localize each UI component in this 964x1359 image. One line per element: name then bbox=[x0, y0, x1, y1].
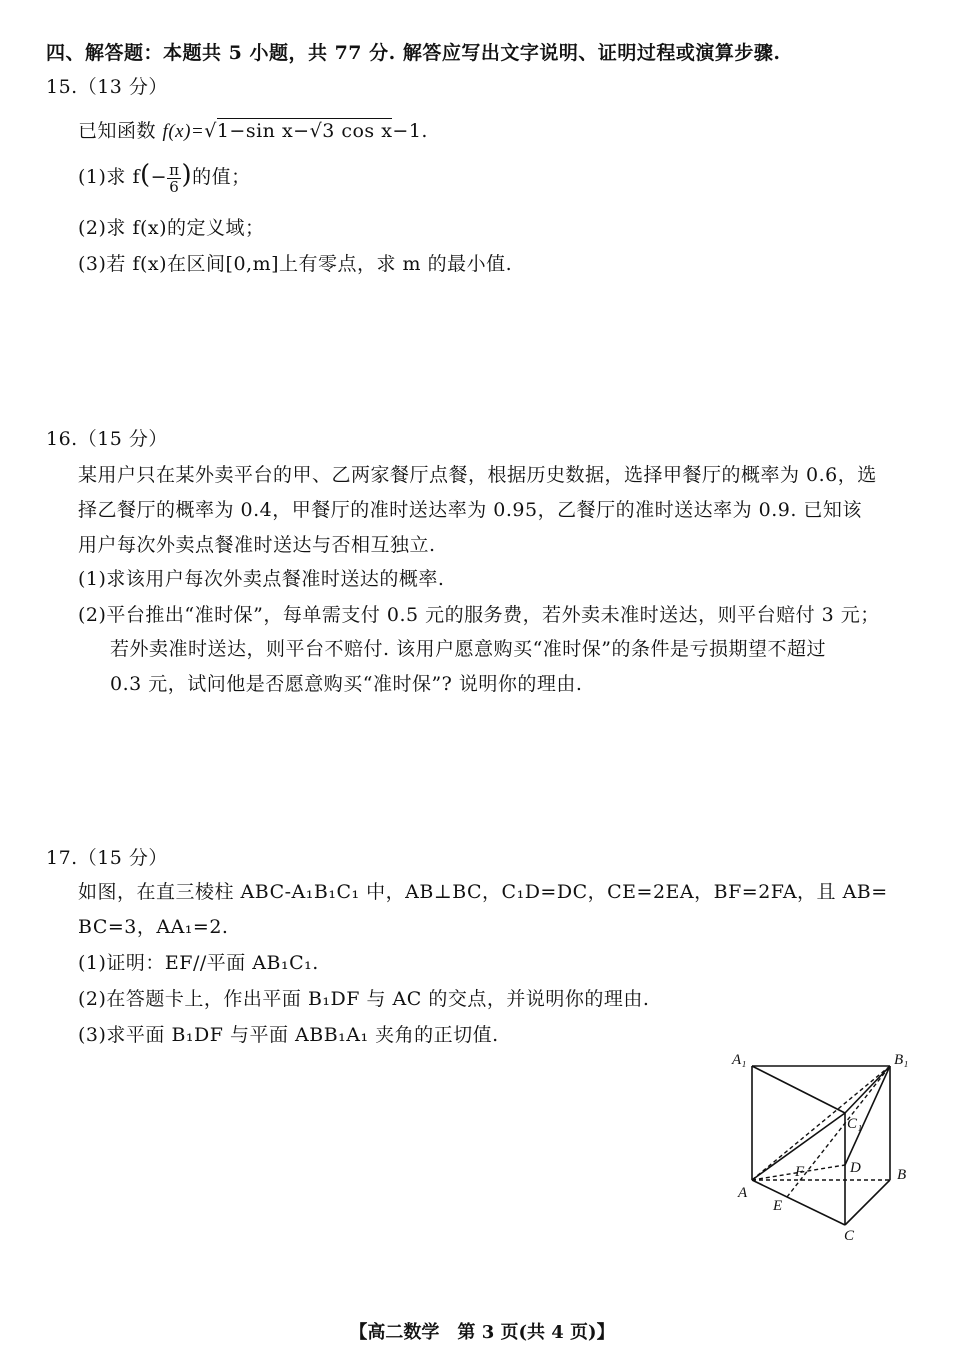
label-c: C bbox=[844, 1228, 855, 1244]
q15-part2: (2)求 f(x)的定义域； bbox=[78, 217, 265, 239]
q17-part2: (2)在答题卡上，作出平面 B₁DF 与 AC 的交点，并说明你的理由. bbox=[78, 988, 650, 1010]
section-header: 四、解答题：本题共 5 小题，共 77 分. 解答应写出文字说明、证明过程或演算步骤. bbox=[46, 42, 781, 64]
q16-line: 用户每次外卖点餐准时送达与否相互独立. bbox=[78, 534, 436, 556]
q17-part3: (3)求平面 B₁DF 与平面 ABB₁A₁ 夹角的正切值. bbox=[78, 1024, 499, 1046]
label-c1: C₁ bbox=[847, 1116, 863, 1132]
q15-part1: (1)求 f(− $\frac{\pi}{6}$ )的值； bbox=[78, 160, 251, 196]
q15-number: 15.（13 分） bbox=[46, 76, 168, 98]
q16-line: 某用户只在某外卖平台的甲、乙两家餐厅点餐，根据历史数据，选择甲餐厅的概率为 0.6，选 bbox=[78, 464, 877, 486]
q15-sqrt: 1−sin x−√3 cos x bbox=[216, 120, 393, 142]
q17-stem-line1: 如图，在直三棱柱 ABC-A₁B₁C₁ 中，AB⊥BC，C₁D=DC，CE=2EA，BF=2FA，且 AB= bbox=[78, 881, 888, 903]
q15-stem-prefix: 已知函数 bbox=[78, 120, 163, 142]
label-b1: B₁ bbox=[894, 1052, 909, 1068]
label-d: D bbox=[850, 1160, 861, 1176]
page-footer: 【高二数学 第 3 页(共 4 页)】 bbox=[349, 1322, 615, 1343]
prism-figure bbox=[720, 1040, 920, 1250]
q15-p1-prefix: (1)求 f bbox=[78, 166, 140, 188]
q15-part3: (3)若 f(x)在区间[0,m]上有零点，求 m 的最小值. bbox=[78, 253, 513, 275]
q15-stem: 已知函数 f(x)=√1−sin x−√3 cos x−1. bbox=[78, 120, 428, 142]
q16-line: 择乙餐厅的概率为 0.4，甲餐厅的准时送达率为 0.95，乙餐厅的准时送达率为 0.9. 已知该 bbox=[78, 499, 862, 521]
q15-func: f(x)= bbox=[162, 121, 205, 142]
label-f: F bbox=[795, 1164, 805, 1180]
edge-c1b1 bbox=[845, 1066, 890, 1113]
q15-p1-suffix: 的值； bbox=[192, 166, 251, 188]
q17-part1: (1)证明：EF//平面 AB₁C₁. bbox=[78, 952, 319, 974]
q16-part2: (2)平台推出“准时保”，每单需支付 0.5 元的服务费，若外卖未准时送达，则平台赔付 3 元； bbox=[78, 604, 880, 626]
q17-stem-line2: BC=3，AA₁=2. bbox=[78, 916, 229, 938]
segment-ab1-hidden bbox=[752, 1066, 890, 1180]
q15-suffix: −1. bbox=[392, 120, 428, 142]
fraction-num: π bbox=[169, 160, 180, 179]
label-b: B bbox=[897, 1167, 907, 1183]
q16-part1: (1)求该用户每次外卖点餐准时送达的概率. bbox=[78, 568, 445, 590]
q16-number: 16.（15 分） bbox=[46, 428, 168, 450]
edge-cb bbox=[845, 1180, 890, 1225]
label-a1: A₁ bbox=[732, 1052, 747, 1068]
fraction-den: 6 bbox=[169, 177, 180, 196]
q16-part2-cont: 0.3 元，试问他是否愿意购买“准时保”? 说明你的理由. bbox=[110, 673, 583, 695]
label-a: A bbox=[738, 1185, 748, 1201]
edge-a1c1 bbox=[752, 1066, 845, 1113]
fraction bbox=[167, 162, 181, 195]
label-e: E bbox=[773, 1198, 783, 1214]
q17-number: 17.（15 分） bbox=[46, 847, 168, 869]
edge-ac bbox=[752, 1180, 845, 1225]
q16-part2-cont: 若外卖准时送达，则平台不赔付. 该用户愿意购买“准时保”的条件是亏损期望不超过 bbox=[110, 638, 827, 660]
